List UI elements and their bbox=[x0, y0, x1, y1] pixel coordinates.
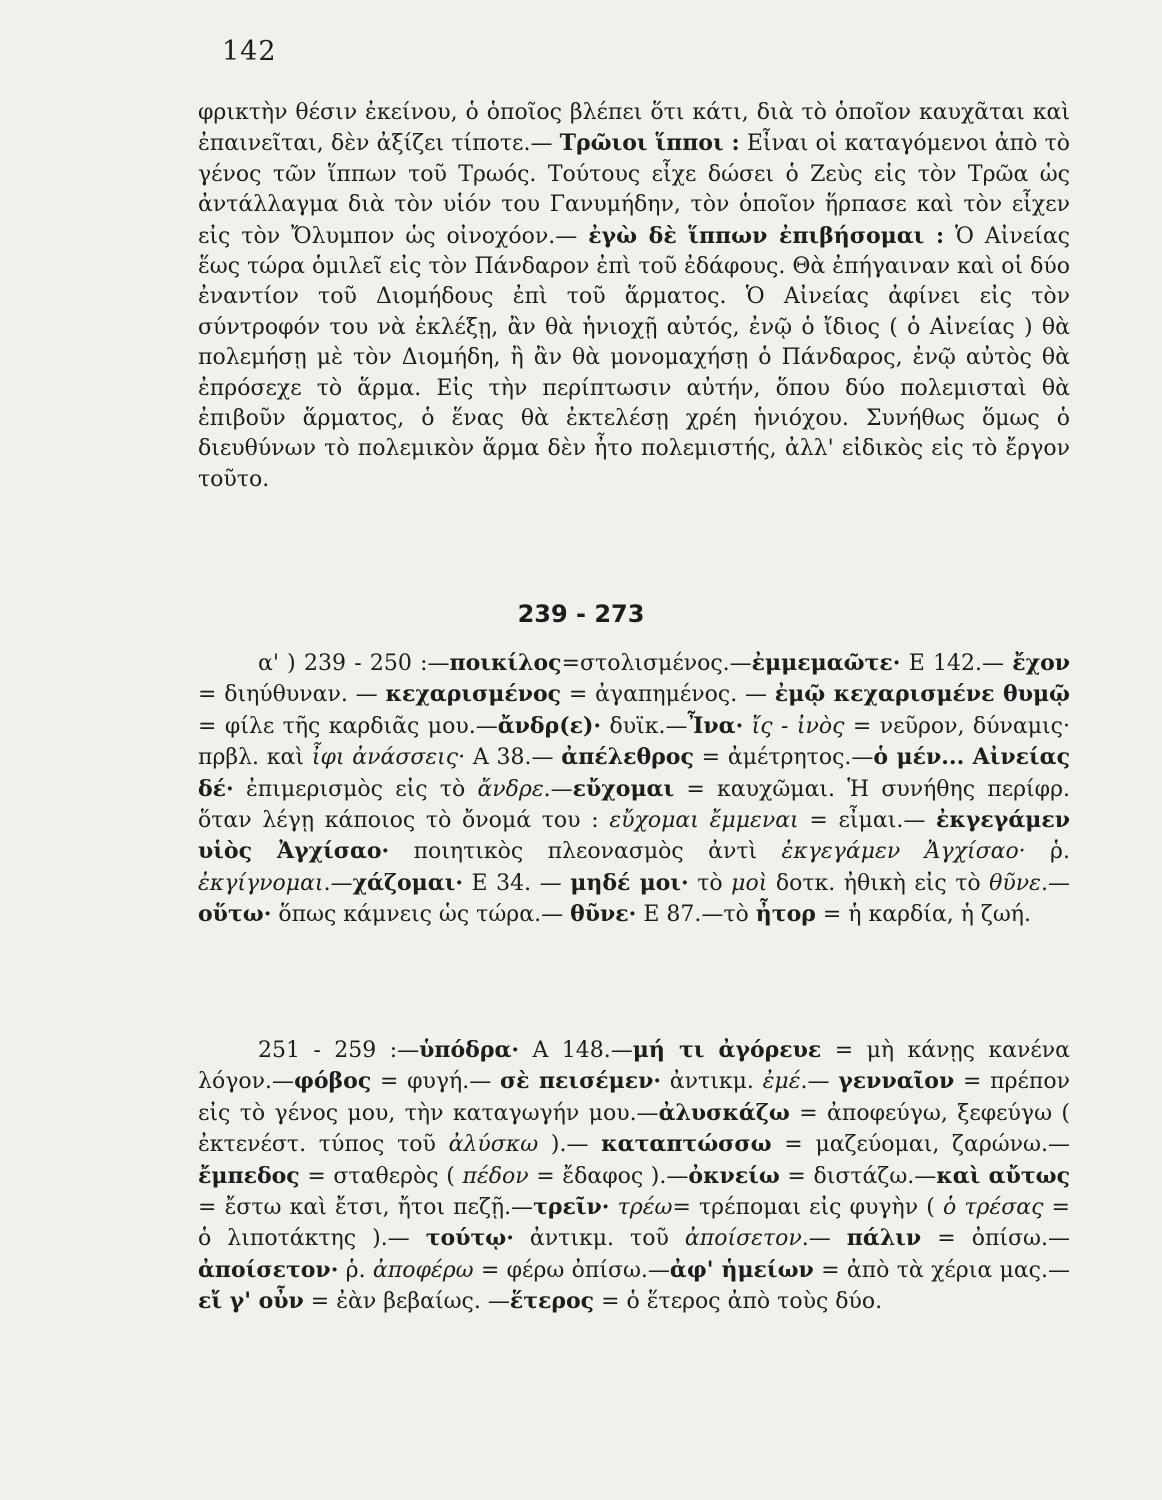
headword: χάζομαι· bbox=[352, 869, 464, 896]
italic-citation: πέδον bbox=[462, 1163, 529, 1189]
text-run: = ὁ λιποτάκτης ).— bbox=[198, 1195, 1070, 1252]
headword: ἀπέλεθρος bbox=[561, 744, 694, 771]
text-run: ).— bbox=[538, 1132, 602, 1158]
headword: ὑπόδρα· bbox=[419, 1037, 520, 1063]
italic-citation: τρέω bbox=[609, 1195, 673, 1221]
text-run: = ὀπίσω.— bbox=[921, 1226, 1070, 1252]
text-run: δοτκ. ἠθικὴ εἰς τὸ bbox=[767, 870, 990, 896]
italic-citation: μοὶ bbox=[731, 870, 768, 896]
headword: Ἶνα· bbox=[687, 712, 744, 739]
headword: ἐγὼ δὲ ἵππων ἐπιβήσομαι : bbox=[588, 222, 945, 249]
italic-citation: ἀποφέρω bbox=[372, 1257, 474, 1283]
text-run: = μαζεύομαι, ζαρώνω.— bbox=[771, 1132, 1070, 1158]
headword: καὶ αὔτως bbox=[936, 1162, 1070, 1189]
text-run: .— bbox=[800, 1069, 839, 1095]
headword: τούτῳ· bbox=[425, 1225, 514, 1252]
section-heading: 239 - 273 bbox=[517, 600, 645, 628]
text-run: Α 148.— bbox=[519, 1038, 633, 1063]
headword: σὲ πεισέμεν· bbox=[499, 1068, 662, 1095]
headword: καταπτώσσω bbox=[601, 1131, 772, 1158]
commentary-paragraph-239-250 bbox=[198, 648, 1070, 931]
headword: θῦνε· bbox=[570, 901, 637, 928]
headword: ἦτορ bbox=[755, 901, 816, 928]
italic-citation: ἄνδρε bbox=[477, 776, 544, 802]
text-run: δυϊκ.— bbox=[601, 713, 688, 739]
text-run: Ε 142.— bbox=[900, 651, 1013, 676]
text-run: = ἔδαφος ).— bbox=[528, 1163, 689, 1189]
italic-citation: ἴς - ἰνὸς bbox=[743, 713, 845, 739]
headword: οὕτω· bbox=[198, 901, 272, 928]
text-run: = ἀποφεύγω, ξεφεύγω ( ἐκτενέστ. τύπος τοῦ bbox=[198, 1100, 1070, 1158]
text-run: τὸ bbox=[688, 870, 732, 896]
text-run: .— bbox=[323, 870, 353, 896]
italic-citation: εὔχομαι ἔμμεναι bbox=[609, 808, 799, 834]
headword: εὔχομαι bbox=[572, 775, 675, 802]
text-run: = ὁ ἕτερος ἀπὸ τοὺς δύο. bbox=[594, 1289, 883, 1315]
text-run: = σταθερὸς ( bbox=[299, 1163, 463, 1189]
headword: ἔχον bbox=[1012, 650, 1071, 676]
text-run: = τρέπομαι εἰς φυγὴν ( bbox=[672, 1195, 943, 1221]
italic-citation: ἐκγεγάμεν Ἀγχίσαο· bbox=[781, 839, 1026, 865]
text-run: = διηύθυναν. — bbox=[198, 682, 386, 708]
headword: Τρῶιοι ἵπποι : bbox=[559, 130, 740, 157]
commentary-paragraph-251-259 bbox=[198, 1035, 1070, 1318]
text-run: =στολισμένος.— bbox=[561, 651, 752, 676]
text-run: = εἶμαι.— bbox=[798, 808, 937, 834]
text-run: Ε 87.—τὸ bbox=[636, 902, 756, 928]
headword: μή τι ἀγόρευε bbox=[632, 1037, 822, 1063]
headword: μηδέ μοι· bbox=[570, 869, 689, 896]
headword: ἐκγεγάμεν υἱὸς Ἀγχίσαο· bbox=[198, 807, 1070, 865]
headword: ἀλυσκάζω bbox=[658, 1099, 790, 1126]
text-run: Εἶναι οἱ καταγόμενοι ἀπὸ τὸ γένος τῶν ἵππων τοῦ Τρωός. Τούτους εἶχε δώσει ὁ Ζεὺς εἰς τὸν Τρῶα ὡς ἀντάλλαγμα διὰ τὸν υἱόν του Γανυμήδην, τὸν ὁποῖον ἥρπασε καὶ τὸν εἶχεν εἰς τὸν Ὄλυμπον ὡς οἰνοχόον.— bbox=[198, 131, 1070, 249]
italic-citation: θῦνε bbox=[989, 870, 1041, 896]
headword: ὁ μέν... Αἰνείας δέ· bbox=[198, 744, 1070, 802]
text-run: Α 38.— bbox=[465, 745, 562, 771]
headword: φόβος bbox=[293, 1068, 372, 1095]
headword: ποικίλος bbox=[449, 650, 562, 676]
headword: ἐμῷ κεχαρισμένε θυμῷ bbox=[774, 681, 1071, 708]
text-run: ἀντικμ. τοῦ bbox=[513, 1226, 685, 1252]
page-number: 142 bbox=[222, 36, 277, 67]
text-run: 251 - 259 :— bbox=[258, 1038, 420, 1063]
italic-citation: ἶφι ἀνάσσεις· bbox=[311, 745, 466, 771]
text-run: = πρέπον εἰς τὸ γένος μου, τὴν καταγωγήν μου.— bbox=[198, 1069, 1071, 1126]
headword: ἀφ' ἡμείων bbox=[669, 1256, 814, 1283]
headword: τρεῖν· bbox=[533, 1194, 610, 1221]
text-run: φρικτὴν θέσιν ἐκείνου, ὁ ὁποῖος βλέπει ὅτι κάτι, διὰ τὸ ὁποῖον καυχᾶται καὶ ἐπαινεῖται, δὲν ἀξίζει τίποτε.— bbox=[198, 100, 1070, 157]
headword: ἕτερος bbox=[509, 1288, 595, 1315]
text-run: α' ) 239 - 250 :— bbox=[258, 651, 450, 676]
italic-citation: ὁ τρέσας bbox=[942, 1195, 1044, 1221]
headword: ὀκνείω bbox=[688, 1162, 780, 1189]
text-run: ποιητικὸς πλεονασμὸς ἀντὶ bbox=[389, 839, 782, 865]
italic-citation: ἀλύσκω bbox=[448, 1132, 539, 1158]
text-run: = διστάζω.— bbox=[779, 1163, 937, 1189]
headword: ἀποίσετον· bbox=[198, 1256, 339, 1283]
headword: πάλιν bbox=[846, 1225, 922, 1252]
text-run: = ἐὰν βεβαίως. — bbox=[303, 1289, 510, 1315]
text-run: = φίλε τῆς καρδιᾶς μου.— bbox=[198, 713, 498, 739]
headword: κεχαρισμένος bbox=[385, 681, 562, 708]
text-run: = ἔστω καὶ ἔτσι, ἤτοι πεζῇ.— bbox=[198, 1195, 534, 1221]
headword: ἄνδρ(ε)· bbox=[497, 712, 602, 739]
text-run: = ἀγαπημένος. — bbox=[561, 682, 775, 708]
text-run: = ἀμέτρητος.— bbox=[693, 745, 874, 771]
text-run: = φυγή.— bbox=[371, 1069, 500, 1095]
headword: ἐμμεμαῶτε· bbox=[751, 650, 901, 676]
headword: γενναῖον bbox=[838, 1068, 955, 1095]
italic-citation: ἐμέ bbox=[762, 1069, 801, 1095]
text-run: ἐπιμερισμὸς εἰς τὸ bbox=[233, 776, 478, 802]
text-run: ὅπως κάμνεις ὡς τώρα.— bbox=[271, 902, 571, 928]
italic-citation: ἀποίσετον bbox=[684, 1226, 802, 1252]
commentary-paragraph-intro bbox=[198, 98, 1070, 495]
text-run: = καυχῶμαι. Ἡ συνήθης περίφρ. ὅταν λέγῃ κάποιος τὸ ὄνομά του : bbox=[198, 776, 1070, 834]
text-run: = μὴ κάνῃς κανένα λόγον.— bbox=[198, 1038, 1071, 1095]
text-run: ἀντικμ. bbox=[661, 1069, 763, 1095]
text-run: = νεῦρον, δύναμις· πρβλ. καὶ bbox=[198, 713, 1071, 771]
text-run: = φέρω ὀπίσω.— bbox=[473, 1257, 670, 1283]
text-run: ῥ. bbox=[338, 1257, 373, 1283]
text-run: ῥ. bbox=[1025, 839, 1070, 865]
italic-citation: ἐκγίγνομαι bbox=[198, 870, 324, 896]
text-run: Ὁ Αἰνείας ἕως τώρα ὁμιλεῖ εἰς τὸν Πάνδαρον ἐπὶ τοῦ ἐδάφους. Θὰ ἐπήγαιναν καὶ οἱ δύο ἐναντίον τοῦ Διομήδους ἐπὶ τοῦ ἅρματος. Ὁ Αἰνείας ἀφίνει εἰς τὸν σύντροφόν του νὰ ἐκλέξῃ, ἂν θὰ ἡνιοχῇ αὐτός, ἐνῷ ὁ ἴδιος ( ὁ Αἰνείας ) θὰ πολεμήσῃ μὲ τὸν Διομήδη, ἢ ἂν θὰ μονομαχήσῃ ὁ Πάνδαρος, ἐνῷ αὐτὸς θὰ ἐπρόσεχε τὸ ἅρμα. Εἰς τὴν περίπτωσιν αὐτήν, ὅπου δύο πολεμισταὶ θὰ ἐπιβοῦν ἅρματος, ὁ ἕνας θὰ ἐκτελέσῃ χρέη ἡνιόχου. Συνήθως ὅμως ὁ διευθύνων τὸ πολεμικὸν ἅρμα δὲν ἦτο πολεμιστής, ἀλλ' εἰδικὸς εἰς τὸ ἔργον τοῦτο. bbox=[198, 223, 1070, 492]
text-run: .— bbox=[543, 776, 573, 802]
headword: ἔμπεδος bbox=[198, 1162, 300, 1189]
text-run: Ε 34. — bbox=[463, 870, 571, 896]
text-run: = ἀπὸ τὰ χέρια μας.— bbox=[813, 1257, 1070, 1283]
text-run: = ἡ καρδία, ἡ ζωή. bbox=[815, 902, 1031, 928]
text-run: .— bbox=[801, 1226, 847, 1252]
headword: εἴ γ' οὖν bbox=[198, 1288, 304, 1315]
text-run: .— bbox=[1040, 870, 1070, 896]
